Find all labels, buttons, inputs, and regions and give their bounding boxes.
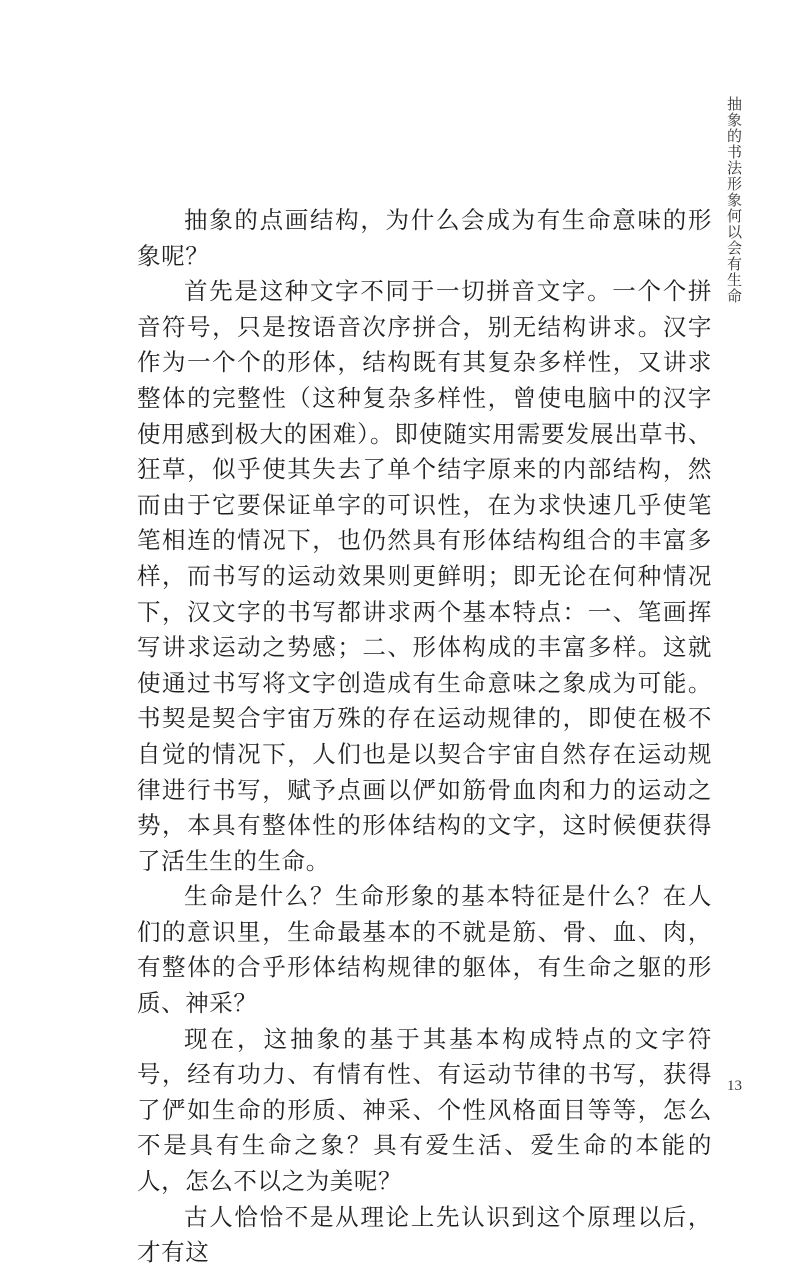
paragraph-5: 古人恰恰不是从理论上先认识到这个原理以后，才有这 bbox=[137, 1202, 712, 1267]
paragraph-1: 抽象的点画结构，为什么会成为有生命意味的形象呢？ bbox=[137, 206, 712, 270]
running-head: 抽象的书法形象何以会有生命 bbox=[725, 96, 743, 304]
paragraph-2: 首先是这种文字不同于一切拼音文字。一个个拼音符号，只是按语音次序拼合，别无结构讲求。汉字作为一个个的形体，结构既有其复杂多样性，又讲求整体的完整性（这种复杂多样性，曾使电脑中的汉字使用感到极大的困难）。即使随实用需要发展出草书、狂草，似乎使其失去了单个结字原来的内部结构，然而由于它要保证单字的可识性，在为求快速几乎使笔笔相连的情况下，也仍然具有形体结构组合的丰富多样，而书写的运动效果则更鲜明；即无论在何种情况下，汉文字的书写都讲求两个基本特点：一、笔画挥写讲求运动之势感；二、形体构成的丰富多样。这就使通过书写将文字创造成有生命意味之象成为可能。书契是契合宇宙万殊的存在运动规律的，即使在极不自觉的情况下，人们也是以契合宇宙自然存在运动规律进行书写，赋予点画以俨如筋骨血肉和力的运动之势，本具有整体性的形体结构的文字，这时候便获得了活生生的生命。 bbox=[137, 277, 712, 875]
paragraph-4: 现在，这抽象的基于其基本构成特点的文字符号，经有功力、有情有性、有运动节律的书写，获得了俨如生命的形质、神采、个性风格面目等等，怎么不是具有生命之象？具有爱生活、爱生命的本能的人，怎么不以之为美呢？ bbox=[137, 1024, 712, 1196]
paragraph-3: 生命是什么？生命形象的基本特征是什么？在人们的意识里，生命最基本的不就是筋、骨、血、肉，有整体的合乎形体结构规律的躯体，有生命之躯的形质、神采？ bbox=[137, 882, 712, 1018]
page-number: 13 bbox=[727, 1078, 742, 1094]
body-text bbox=[137, 203, 712, 1271]
